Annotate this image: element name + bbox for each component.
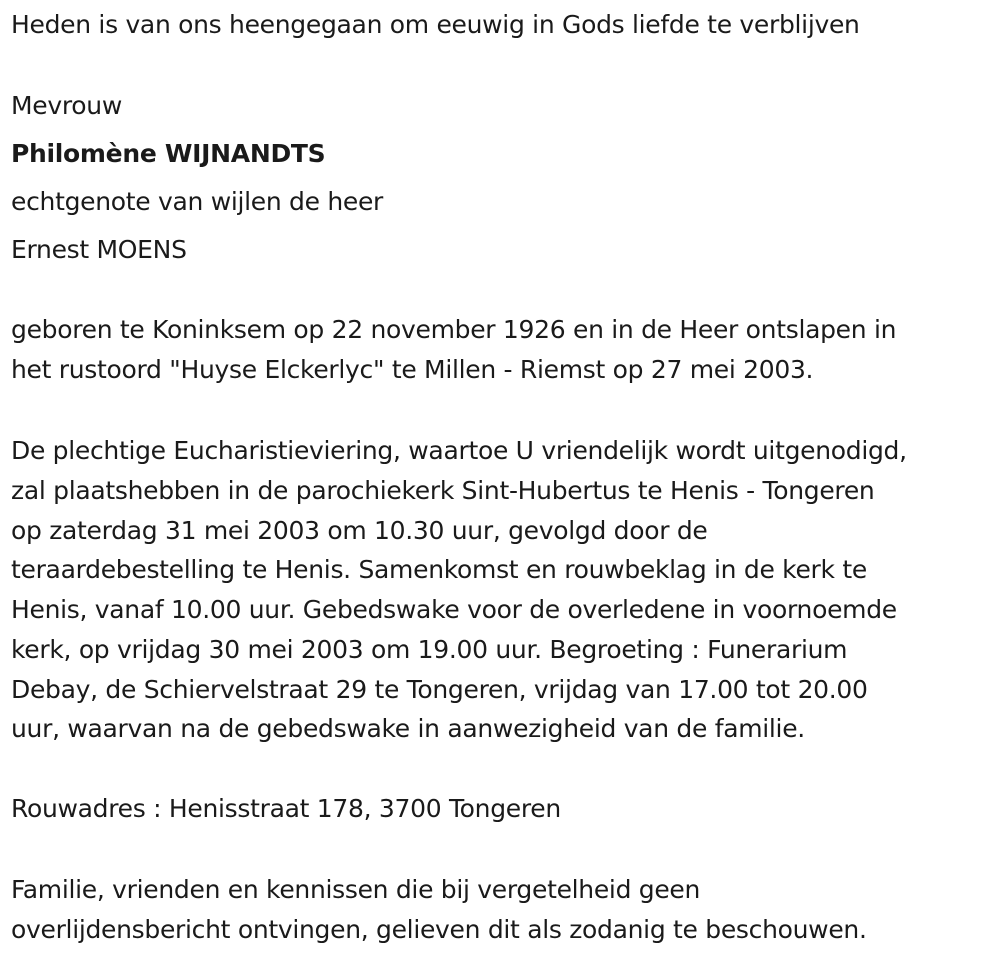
ceremony-line: teraardebestelling te Henis. Samenkomst en rouwbeklag in de kerk te <box>11 555 867 584</box>
honorific: Mevrouw <box>11 91 122 120</box>
birth-line: het rustoord "Huyse Elckerlyc" te Millen - Riemst op 27 mei 2003. <box>11 355 814 384</box>
ceremony-line: Henis, vanaf 10.00 uur. Gebedswake voor de overledene in voornoemde <box>11 595 897 624</box>
spouse-name: Ernest MOENS <box>11 235 187 264</box>
deceased-name: Philomène WIJNANDTS <box>11 139 326 168</box>
ceremony-line: op zaterdag 31 mei 2003 om 10.30 uur, gevolgd door de <box>11 516 708 545</box>
ceremony-line: De plechtige Eucharistieviering, waartoe U vriendelijk wordt uitgenodigd, <box>11 436 907 465</box>
ceremony-line: Debay, de Schiervelstraat 29 te Tongeren, vrijdag van 17.00 tot 20.00 <box>11 675 868 704</box>
ceremony-line: kerk, op vrijdag 30 mei 2003 om 19.00 uur. Begroeting : Funerarium <box>11 635 848 664</box>
mourning-address: Rouwadres : Henisstraat 178, 3700 Tongeren <box>11 794 561 823</box>
closing-line: overlijdensbericht ontvingen, gelieven dit als zodanig te beschouwen. <box>11 915 867 944</box>
intro-text: Heden is van ons heengegaan om eeuwig in Gods liefde te verblijven <box>11 10 860 39</box>
birth-line: geboren te Koninksem op 22 november 1926 en in de Heer ontslapen in <box>11 315 897 344</box>
closing-line: Familie, vrienden en kennissen die bij vergetelheid geen <box>11 875 701 904</box>
ceremony-line: zal plaatshebben in de parochiekerk Sint-Hubertus te Henis - Tongeren <box>11 476 875 505</box>
relation-text: echtgenote van wijlen de heer <box>11 187 384 216</box>
ceremony-line: uur, waarvan na de gebedswake in aanwezigheid van de familie. <box>11 714 805 743</box>
